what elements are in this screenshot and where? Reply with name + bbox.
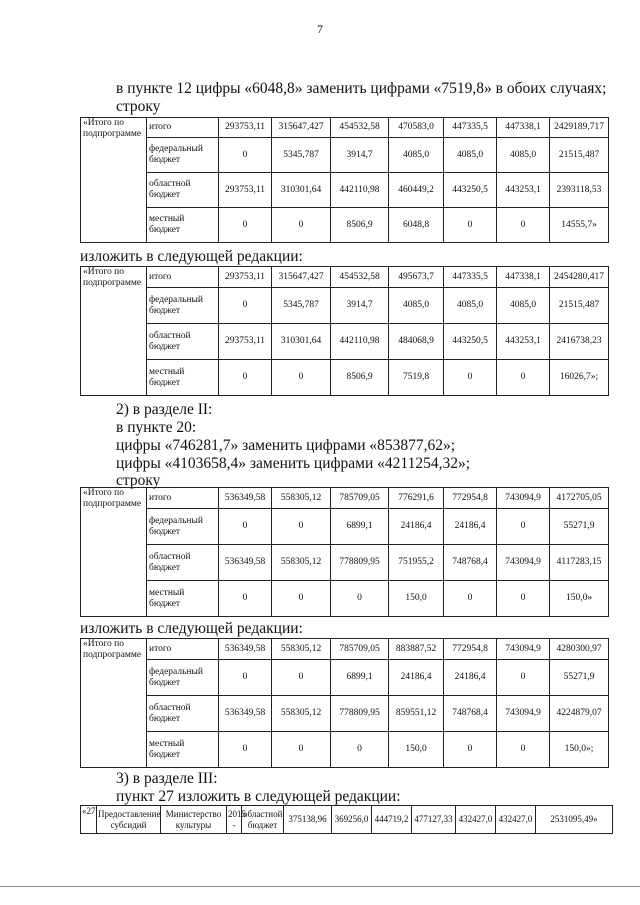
table-4-cell: 743094,9 (497, 696, 550, 732)
table-4-cell: 743094,9 (497, 639, 550, 660)
table-4-cell: 0 (272, 732, 331, 768)
table-1-cell: 442110,98 (331, 173, 389, 208)
table-2-cell: 5345,787 (272, 288, 331, 324)
table-3-cell: 4117283,15 (550, 545, 609, 581)
table-4-label: «Итого по подпрограмме (81, 639, 147, 768)
table-4-cell: 24186,4 (444, 660, 497, 696)
text-line-3: изложить в следующей редакции: (80, 248, 303, 265)
table-1-cell: 443250,5 (444, 173, 497, 208)
table-1-cell: 293753,11 (219, 173, 272, 208)
table-2-row-3-name: местный бюджет (147, 360, 219, 396)
table-2-cell: 454532,58 (331, 267, 389, 288)
text-line-9: изложить в следующей редакции: (80, 620, 303, 637)
table-2-cell: 0 (444, 360, 497, 396)
table-1-cell: 293753,11 (219, 118, 272, 138)
table-2-cell: 0 (219, 288, 272, 324)
table-1-row-1-name: федеральный бюджет (147, 138, 219, 173)
table-3-cell: 743094,9 (497, 545, 550, 581)
page-number: 7 (317, 22, 323, 36)
table-2-cell: 4085,0 (444, 288, 497, 324)
table-3-cell: 0 (497, 581, 550, 617)
table-4-cell: 0 (219, 660, 272, 696)
table-2-cell: 293753,11 (219, 324, 272, 360)
table-3-cell: 558305,12 (272, 488, 331, 509)
table-4-cell: 6899,1 (331, 660, 389, 696)
table-1-cell: 0 (272, 208, 331, 243)
table-3-cell: 0 (272, 509, 331, 545)
row-27-cell: 2531095,49» (536, 806, 613, 834)
table-1-cell: 4085,0 (497, 138, 550, 173)
text-line-4: 2) в разделе II: (116, 401, 213, 418)
text-line-1: в пункте 12 цифры «6048,8» заменить цифрами «7519,8» в обоих случаях; (116, 80, 607, 97)
table-3 (80, 487, 609, 617)
table-3-cell: 558305,12 (272, 545, 331, 581)
table-1-cell: 310301,64 (272, 173, 331, 208)
table-1-row-2-name: областной бюджет (147, 173, 219, 208)
text-line-2: строку (116, 98, 161, 115)
table-3-cell: 0 (444, 581, 497, 617)
table-4-cell: 748768,4 (444, 696, 497, 732)
table-3-cell: 0 (497, 509, 550, 545)
table-2-cell: 443250,5 (444, 324, 497, 360)
table-3-cell: 24186,4 (444, 509, 497, 545)
table-4-cell: 0 (272, 660, 331, 696)
table-3-cell: 150,0 (389, 581, 444, 617)
table-4-cell: 4280300,97 (550, 639, 609, 660)
table-1-cell: 460449,2 (389, 173, 444, 208)
table-4-row-2-name: областной бюджет (147, 696, 219, 732)
table-1-cell: 21515,487 (550, 138, 609, 173)
table-2-cell: 4085,0 (389, 288, 444, 324)
table-1 (80, 117, 609, 243)
page-bottom-rule (0, 886, 640, 887)
row-27-cell: 369256,0 (332, 806, 372, 834)
text-line-8: строку (116, 472, 161, 489)
table-4-cell: 536349,58 (219, 639, 272, 660)
table-2-cell: 484068,9 (389, 324, 444, 360)
text-line-11: пункт 27 изложить в следующей редакции: (116, 788, 401, 805)
table-1-cell: 0 (497, 208, 550, 243)
row-27-number: «27 (81, 806, 97, 834)
table-3-cell: 748768,4 (444, 545, 497, 581)
table-4-cell: 558305,12 (272, 639, 331, 660)
table-1-row-0-name: итого (147, 118, 219, 138)
table-2-cell: 4085,0 (497, 288, 550, 324)
table-4 (80, 638, 609, 768)
table-4-row-1-name: федеральный бюджет (147, 660, 219, 696)
table-1-cell: 443253,1 (497, 173, 550, 208)
table-3-row-1-name: федеральный бюджет (147, 509, 219, 545)
table-2-cell: 0 (219, 360, 272, 396)
table-2-label: «Итого по подпрограмме (81, 267, 147, 396)
table-1-cell: 315647,427 (272, 118, 331, 138)
table-2-row-1-name: федеральный бюджет (147, 288, 219, 324)
table-2-cell: 443253,1 (497, 324, 550, 360)
table-4-cell: 150,0 (389, 732, 444, 768)
table-2-cell: 447338,1 (497, 267, 550, 288)
table-3-row-0-name: итого (147, 488, 219, 509)
table-3-cell: 743094,9 (497, 488, 550, 509)
table-2-cell: 2454280,417 (550, 267, 609, 288)
table-3-cell: 751955,2 (389, 545, 444, 581)
table-1-row-3-name: местный бюджет (147, 208, 219, 243)
table-1-cell: 4085,0 (444, 138, 497, 173)
table-4-cell: 0 (497, 732, 550, 768)
table-3-cell: 772954,8 (444, 488, 497, 509)
table-4-cell: 55271,9 (550, 660, 609, 696)
table-2-cell: 310301,64 (272, 324, 331, 360)
row-27-cell: 375138,96 (284, 806, 332, 834)
row-27-table (80, 805, 613, 834)
table-3-cell: 4172705,05 (550, 488, 609, 509)
row-27-ministry: Министерство культуры (161, 806, 227, 834)
table-3-cell: 150,0» (550, 581, 609, 617)
table-3-cell: 536349,58 (219, 545, 272, 581)
table-2-cell: 7519,8 (389, 360, 444, 396)
table-2-cell: 8506,9 (331, 360, 389, 396)
table-1-cell: 0 (219, 138, 272, 173)
row-27-cell: 432427,0 (456, 806, 496, 834)
text-line-7: цифры «4103658,4» заменить цифрами «4211254,32»; (116, 455, 471, 472)
table-2-cell: 0 (272, 360, 331, 396)
table-2-row-0-name: итого (147, 267, 219, 288)
table-2-cell: 495673,7 (389, 267, 444, 288)
table-4-cell: 0 (497, 660, 550, 696)
table-2-cell: 293753,11 (219, 267, 272, 288)
table-3-cell: 0 (272, 581, 331, 617)
table-2-cell: 315647,427 (272, 267, 331, 288)
table-3-row-3-name: местный бюджет (147, 581, 219, 617)
table-2-row-2-name: областной бюджет (147, 324, 219, 360)
table-3-cell: 0 (219, 509, 272, 545)
table-1-cell: 0 (219, 208, 272, 243)
table-3-cell: 536349,58 (219, 488, 272, 509)
table-2-cell: 3914,7 (331, 288, 389, 324)
table-3-cell: 6899,1 (331, 509, 389, 545)
table-4-cell: 558305,12 (272, 696, 331, 732)
table-1-cell: 4085,0 (389, 138, 444, 173)
table-4-cell: 0 (444, 732, 497, 768)
table-2-cell: 2416738,23 (550, 324, 609, 360)
table-2-cell: 442110,98 (331, 324, 389, 360)
text-line-10: 3) в разделе III: (116, 770, 218, 787)
table-4-cell: 0 (331, 732, 389, 768)
table-3-row-2-name: областной бюджет (147, 545, 219, 581)
table-4-cell: 536349,58 (219, 696, 272, 732)
row-27-cell: 444719,2 (372, 806, 412, 834)
table-4-cell: 0 (219, 732, 272, 768)
table-1-cell: 3914,7 (331, 138, 389, 173)
table-1-cell: 8506,9 (331, 208, 389, 243)
row-27-cell: 432427,0 (496, 806, 536, 834)
table-3-label: «Итого по подпрограмме (81, 488, 147, 617)
table-1-cell: 447338,1 (497, 118, 550, 138)
table-3-cell: 778809,95 (331, 545, 389, 581)
table-1-cell: 470583,0 (389, 118, 444, 138)
table-1-cell: 6048,8 (389, 208, 444, 243)
table-3-cell: 24186,4 (389, 509, 444, 545)
table-4-cell: 785709,05 (331, 639, 389, 660)
row-27-cell: 477127,33 (412, 806, 456, 834)
table-3-cell: 0 (331, 581, 389, 617)
row-27-year: 2015 - (227, 806, 242, 834)
table-4-cell: 4224879,07 (550, 696, 609, 732)
table-2-cell: 447335,5 (444, 267, 497, 288)
table-2 (80, 266, 609, 396)
table-4-cell: 859551,12 (389, 696, 444, 732)
table-1-label: «Итого по подпрограмме (81, 118, 147, 243)
text-line-5: в пункте 20: (116, 419, 197, 436)
table-4-cell: 24186,4 (389, 660, 444, 696)
table-1-cell: 447335,5 (444, 118, 497, 138)
table-1-cell: 14555,7» (550, 208, 609, 243)
text-line-6: цифры «746281,7» заменить цифрами «853877,62»; (116, 437, 456, 454)
row-27-source: областной бюджет (242, 806, 284, 834)
table-4-cell: 883887,52 (389, 639, 444, 660)
table-4-cell: 772954,8 (444, 639, 497, 660)
table-4-row-3-name: местный бюджет (147, 732, 219, 768)
table-4-cell: 150,0»; (550, 732, 609, 768)
table-3-cell: 776291,6 (389, 488, 444, 509)
table-3-cell: 55271,9 (550, 509, 609, 545)
table-1-cell: 454532,58 (331, 118, 389, 138)
table-4-row-0-name: итого (147, 639, 219, 660)
table-1-cell: 2429189,717 (550, 118, 609, 138)
table-2-cell: 21515,487 (550, 288, 609, 324)
table-2-cell: 16026,7»; (550, 360, 609, 396)
table-4-cell: 778809,95 (331, 696, 389, 732)
table-1-cell: 2393118,53 (550, 173, 609, 208)
table-1-cell: 0 (444, 208, 497, 243)
row-27-activity: Предоставление субсидий (97, 806, 161, 834)
table-3-cell: 0 (219, 581, 272, 617)
table-2-cell: 0 (497, 360, 550, 396)
table-3-cell: 785709,05 (331, 488, 389, 509)
table-1-cell: 5345,787 (272, 138, 331, 173)
